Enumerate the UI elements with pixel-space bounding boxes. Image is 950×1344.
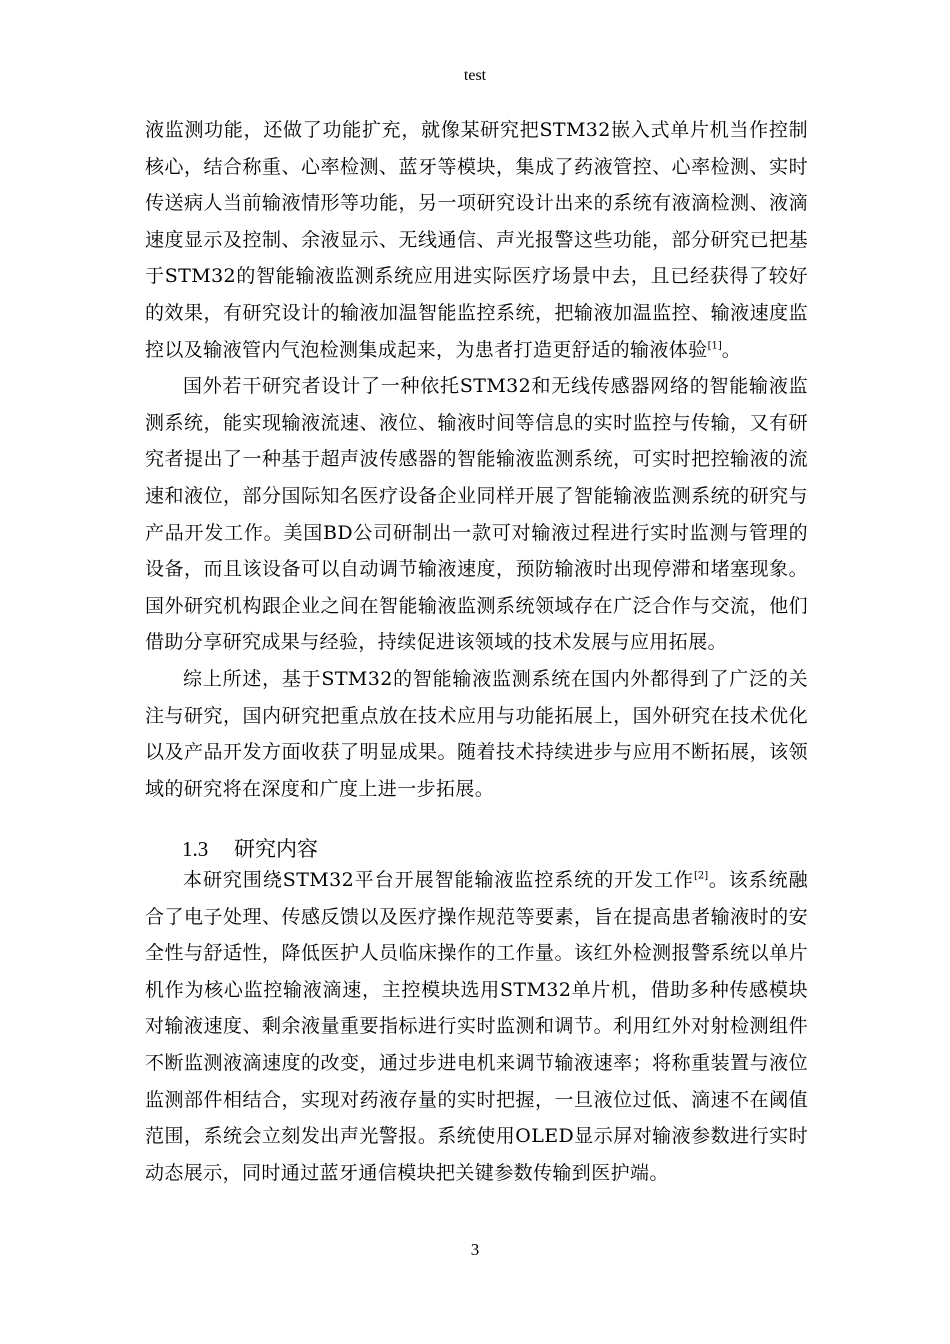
page-header: test (463, 67, 487, 84)
section-number: 1.3 (182, 837, 209, 861)
citation[interactable]: [1] (707, 340, 722, 352)
citation[interactable]: [2] (694, 870, 709, 882)
paragraph-tail: 。 (721, 338, 742, 361)
paragraph: 综上所述，基于STM32的智能输液监测系统在国内外都得到了广泛的关注与研究，国内研究把重点放在技术应用与功能拓展上，国外研究在技术优化以及产品开发方面收获了明显成果。随着技术持续进步与应用不断拓展，该领域的研究将在深度和广度上进一步拓展。 (145, 667, 808, 800)
paragraph-text: 本研究围绕STM32平台开展智能输液监控系统的开发工作 (183, 869, 695, 891)
section-title: 研究内容 (234, 837, 318, 861)
paragraph (145, 112, 808, 368)
paragraph-tail: 。该系统融合了电子处理、传感反馈以及医疗操作规范等要素，旨在提高患者输液时的安全性与舒适性，降低医护人员临床操作的工作量。该红外检测报警系统以单片机作为核心监控输液滴速，主控模块选用STM32单片机，借助多种传感模块对输液速度、剩余液量重要指标进行实时监测和调节。利用红外对射检测组件不断监测液滴速度的改变，通过步进电机来调节输液速率；将称重装置与液位监测部件相结合，实现对药液存量的实时把握，一旦液位过低、滴速不在阈值范围，系统会立刻发出声光警报。系统使用OLED显示屏对输液参数进行实时动态展示，同时通过蓝牙通信模块把关键参数传输到医护端。 (145, 869, 808, 1184)
paragraph: 国外若干研究者设计了一种依托STM32和无线传感器网络的智能输液监测系统，能实现输液流速、液位、输液时间等信息的实时监控与传输，又有研究者提出了一种基于超声波传感器的智能输液监测系统，可实时把控输液的流速和液位，部分国际知名医疗设备企业同样开展了智能输液监测系统的研究与产品开发工作。美国BD公司研制出一款可对输液过程进行实时监测与管理的设备，而且该设备可以自动调节输液速度，预防输液时出现停滞和堵塞现象。国外研究机构跟企业之间在智能输液监测系统领域存在广泛合作与交流，他们借助分享研究成果与经验，持续促进该领域的技术发展与应用拓展。 (145, 375, 808, 654)
section-heading (182, 834, 318, 864)
paragraph (145, 862, 808, 1191)
body-text-top (145, 112, 808, 807)
page-number: 3 (470, 1240, 480, 1259)
paragraph-text: 液监测功能，还做了功能扩充，就像某研究把STM32嵌入式单片机当作控制核心，结合称重、心率检测、蓝牙等模块，集成了药液管控、心率检测、实时传送病人当前输液情形等功能，另一项研究设计出来的系统有液滴检测、液滴速度显示及控制、余液显示、无线通信、声光报警这些功能，部分研究已把基于STM32的智能输液监测系统应用进实际医疗场景中去，且已经获得了较好的效果，有研究设计的输液加温智能监控系统，把输液加温监控、输液速度监控以及输液管内气泡检测集成起来，为患者打造更舒适的输液体验 (145, 119, 808, 361)
body-text-bottom (145, 862, 808, 1191)
